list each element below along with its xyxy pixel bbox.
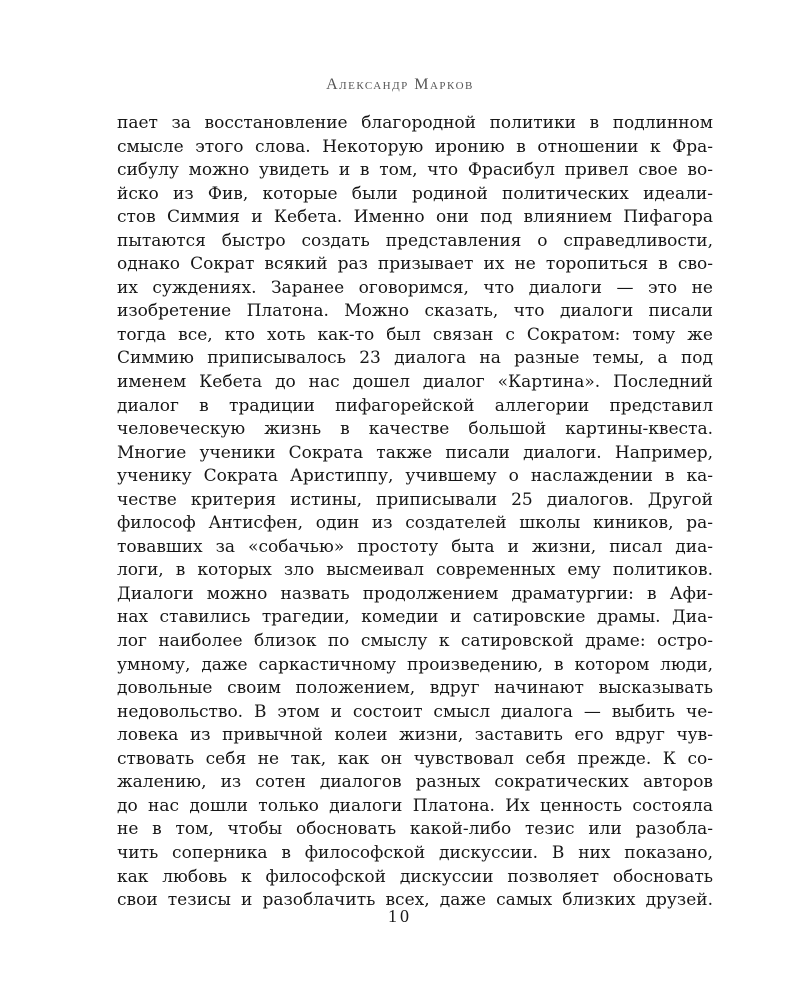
text-line: умному, даже саркастичному произведению, в котором люди,: [117, 654, 713, 675]
text-line: Диалоги можно назвать продолжением драматургии: в Афи-: [117, 583, 713, 604]
page-number: 10: [388, 906, 412, 926]
text-line: однако Сократ всякий раз призывает их не торопиться в сво-: [117, 254, 713, 275]
text-line: лог наиболее близок по смыслу к сатировской драме: остро-: [117, 631, 713, 652]
text-line: чить соперника в философской дискуссии. В них показано,: [117, 842, 713, 863]
text-line: ловека из привычной колеи жизни, заставить его вдруг чув-: [117, 725, 713, 746]
text-line: их суждениях. Заранее оговоримся, что диалоги — это не: [117, 277, 713, 298]
text-line: пытаются быстро создать представления о справедливости,: [117, 230, 713, 251]
text-line: диалог в традиции пифагорейской аллегории представил: [117, 395, 713, 416]
text-line: жалению, из сотен диалогов разных сократических авторов: [117, 772, 713, 793]
text-line: Симмию приписывалось 23 диалога на разные темы, а под: [117, 348, 713, 369]
text-line: до нас дошли только диалоги Платона. Их ценность состояла: [117, 795, 713, 816]
text-line: именем Кебета до нас дошел диалог «Картина». Последний: [117, 372, 713, 393]
text-line: смысле этого слова. Некоторую иронию в отношении к Фра-: [117, 136, 713, 157]
text-line: как любовь к философской дискуссии позволяет обосновать: [117, 866, 713, 887]
text-line: пает за восстановление благородной политики в подлинном: [117, 113, 713, 133]
text-line: ученику Сократа Аристиппу, учившему о наслаждении в ка-: [117, 466, 713, 487]
text-line: не в том, чтобы обосновать какой-либо тезис или разобла-: [117, 819, 713, 840]
text-line: честве критерия истины, приписывали 25 диалогов. Другой: [117, 489, 713, 510]
text-line: недовольство. В этом и состоит смысл диалога — выбить че-: [117, 701, 713, 722]
text-line: философ Антисфен, один из создателей школы киников, ра-: [117, 513, 713, 534]
text-line: йско из Фив, которые были родиной политических идеали-: [117, 183, 713, 204]
text-line: логи, в которых зло высмеивал современных ему политиков.: [117, 560, 713, 581]
text-line: довольные своим положением, вдруг начинают высказывать: [117, 678, 713, 699]
text-line: Многие ученики Сократа также писали диалоги. Например,: [117, 442, 713, 463]
text-line: нах ставились трагедии, комедии и сатировские драмы. Диа-: [117, 607, 713, 628]
text-line: тогда все, кто хоть как-то был связан с Сократом: тому же: [117, 324, 713, 345]
text-line: сибулу можно увидеть и в том, что Фрасибул привел свое во-: [117, 160, 713, 181]
text-line: товавших за «собачью» простоту быта и жизни, писал диа-: [117, 536, 713, 557]
text-line: изобретение Платона. Можно сказать, что диалоги писали: [117, 301, 713, 322]
running-header-author: Александр Марков: [326, 76, 474, 93]
text-line: стов Симмия и Кебета. Именно они под влиянием Пифагора: [117, 207, 713, 228]
body-text: [117, 112, 713, 913]
text-line: человеческую жизнь в качестве большой картины-квеста.: [117, 419, 713, 440]
text-line: ствовать себя не так, как он чувствовал себя прежде. К со-: [117, 748, 713, 769]
text-line: свои тезисы и разоблачить всех, даже самых близких друзей.: [117, 890, 713, 911]
